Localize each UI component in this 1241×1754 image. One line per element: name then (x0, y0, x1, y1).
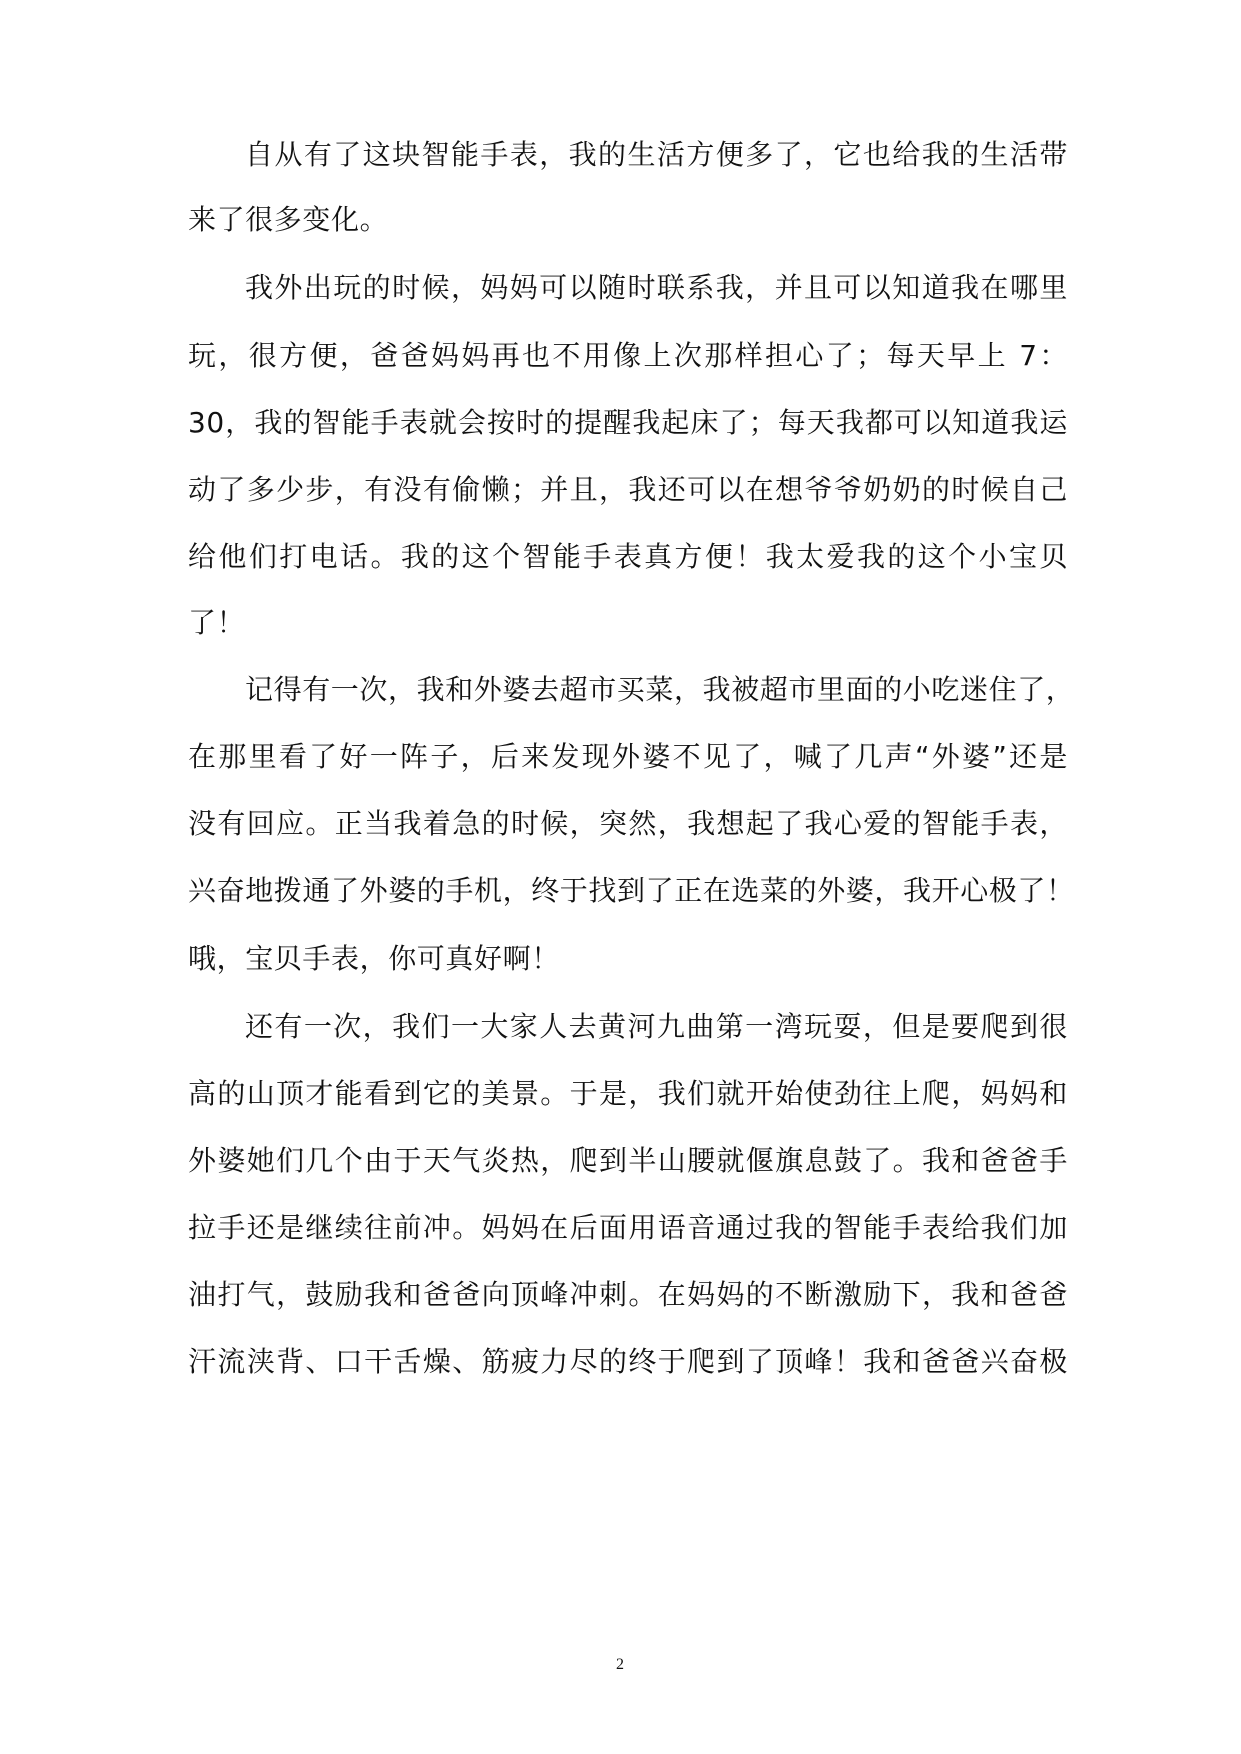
text-line: 动了多少步，有没有偷懒；并且，我还可以在想爷爷奶奶的时候自己 (188, 473, 1068, 506)
text-line: 兴奋地拨通了外婆的手机，终于找到了正在选菜的外婆，我开心极了！ (188, 874, 1075, 907)
text-line: 外婆她们几个由于天气炎热，爬到半山腰就偃旗息鼓了。我和爸爸手 (188, 1144, 1068, 1177)
text-line: 记得有一次，我和外婆去超市买菜，我被超市里面的小吃迷住了， (245, 673, 1075, 706)
text-line: 还有一次，我们一大家人去黄河九曲第一湾玩耍，但是要爬到很 (245, 1010, 1068, 1043)
page-number: 2 (616, 1656, 624, 1673)
text-line: 玩，很方便，爸爸妈妈再也不用像上次那样担心了；每天早上 7： (188, 339, 1068, 372)
text-line: 给他们打电话。我的这个智能手表真方便！我太爱我的这个小宝贝 (188, 540, 1068, 573)
text-line: 哦，宝贝手表，你可真好啊！ (188, 942, 560, 975)
text-line: 我外出玩的时候，妈妈可以随时联系我，并且可以知道我在哪里 (245, 271, 1068, 304)
text-line: 没有回应。正当我着急的时候，突然，我想起了我心爱的智能手表， (188, 807, 1068, 840)
text-line: 来了很多变化。 (188, 203, 389, 236)
text-line: 油打气，鼓励我和爸爸向顶峰冲刺。在妈妈的不断激励下，我和爸爸 (188, 1278, 1068, 1311)
text-line: 在那里看了好一阵子，后来发现外婆不见了，喊了几声“外婆”还是 (188, 740, 1068, 773)
text-line: 自从有了这块智能手表，我的生活方便多了，它也给我的生活带 (245, 138, 1068, 171)
text-line: 30，我的智能手表就会按时的提醒我起床了；每天我都可以知道我运 (188, 406, 1068, 439)
text-line: 拉手还是继续往前冲。妈妈在后面用语音通过我的智能手表给我们加 (188, 1211, 1068, 1244)
text-line: 了！ (188, 606, 246, 639)
text-line: 汗流浃背、口干舌燥、筋疲力尽的终于爬到了顶峰！我和爸爸兴奋极 (188, 1345, 1068, 1378)
text-line: 高的山顶才能看到它的美景。于是，我们就开始使劲往上爬，妈妈和 (188, 1077, 1068, 1110)
